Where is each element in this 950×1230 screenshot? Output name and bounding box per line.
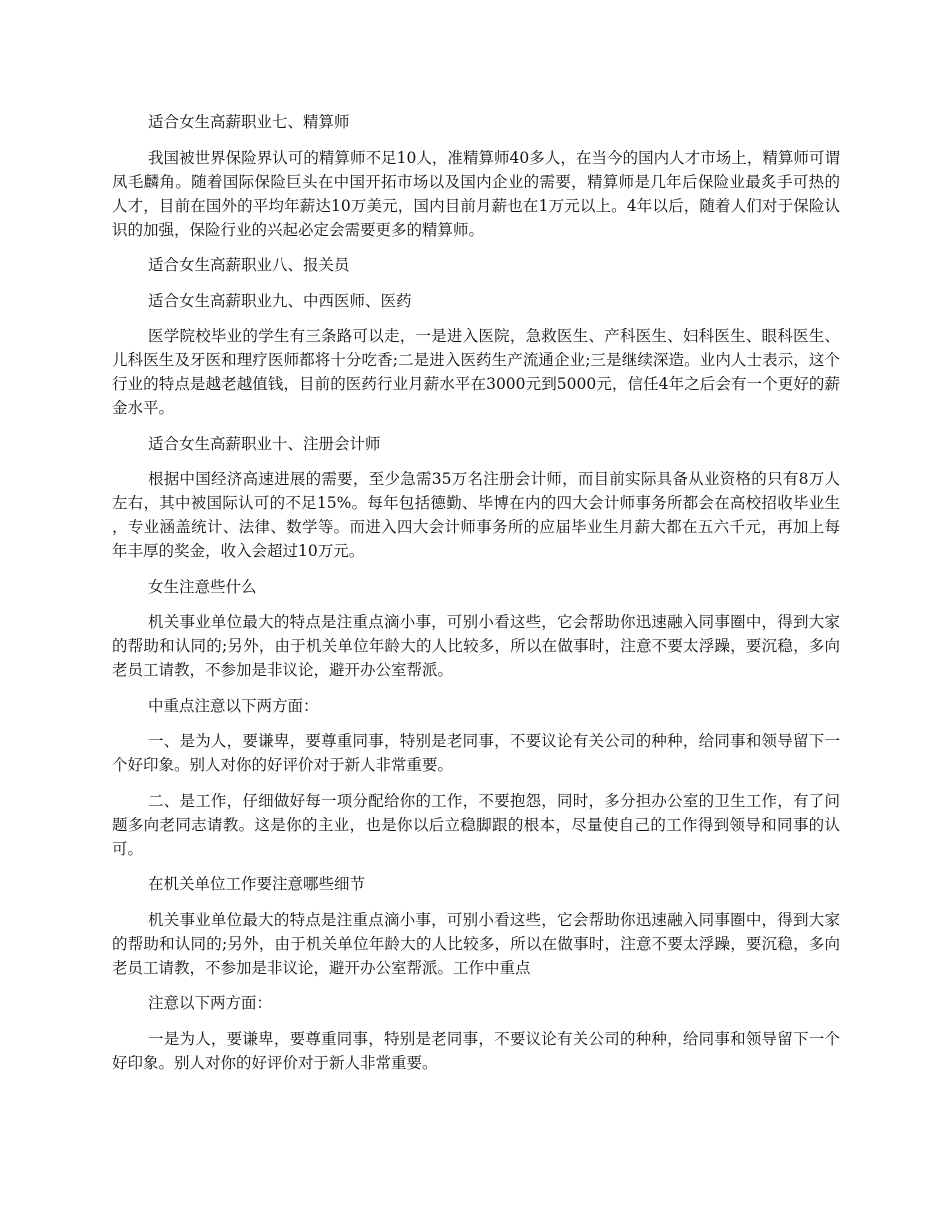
line-two-aspects: 中重点注意以下两方面： bbox=[148, 696, 319, 715]
heading-customs-declarer: 适合女生高薪职业八、报关员 bbox=[148, 256, 350, 274]
paragraph-point-conduct: 一、是为人，要谦卑，要尊重同事，特别是老同事，不要议论有关公司的种种，给同事和领导留下一个好印象。别人对你的好评价对于新人非常重要。 bbox=[112, 732, 840, 774]
heading-institution-details: 在机关单位工作要注意哪些细节 bbox=[148, 875, 366, 893]
paragraph-actuary: 我国被世界保险界认可的精算师不足10人，准精算师40多人，在当今的国内人才市场上，精算师可谓凤毛麟角。随着国际保险巨头在中国开拓市场以及国内企业的需要，精算师是几年后保险业最炙手可热的人才，目前在国外的平均年薪达10万美元，国内目前月薪也在1万元以上。4年以后，随着人们对于保险认识的加强，保险行业的兴起必定会需要更多的精算师。 bbox=[112, 148, 840, 239]
paragraph-institution-traits: 机关事业单位最大的特点是注重点滴小事，可别小看这些，它会帮助你迅速融入同事圈中，得到大家的帮助和认同的;另外，由于机关单位年龄大的人比较多，所以在做事时，注意不要太浮躁，要沉稳，多向老员工请教，不参加是非议论，避开办公室帮派。 bbox=[112, 613, 840, 679]
paragraph-institution-traits-repeat: 机关事业单位最大的特点是注重点滴小事，可别小看这些，它会帮助你迅速融入同事圈中，得到大家的帮助和认同的;另外，由于机关单位年龄大的人比较多，所以在做事时，注意不要太浮躁，要沉稳，多向老员工请教，不参加是非议论，避开办公室帮派。工作中重点 bbox=[112, 910, 840, 977]
heading-cpa: 适合女生高薪职业十、注册会计师 bbox=[148, 434, 381, 453]
heading-physician-pharma: 适合女生高薪职业九、中西医师、医药 bbox=[148, 291, 412, 310]
paragraph-conduct-repeat: 一是为人，要谦卑，要尊重同事，特别是老同事，不要议论有关公司的种种，给同事和领导留下一个好印象。别人对你的好评价对于新人非常重要。 bbox=[112, 1029, 840, 1072]
heading-actuary: 适合女生高薪职业七、精算师 bbox=[148, 113, 350, 131]
paragraph-cpa: 根据中国经济高速进展的需要，至少急需35万名注册会计师，而目前实际具备从业资格的只有8万人左右，其中被国际认可的不足15%。每年包括德勤、毕博在内的四大会计师事务所都会在高校招收毕业生，专业涵盖统计、法律、数学等。而进入四大会计师事务所的应届毕业生月薪大都在五六千元，再加上每年丰厚的奖金，收入会超过10万元。 bbox=[112, 470, 840, 560]
document-body bbox=[112, 110, 840, 1086]
line-two-aspects-repeat: 注意以下两方面： bbox=[148, 994, 273, 1012]
paragraph-physician-pharma: 医学院校毕业的学生有三条路可以走，一是进入医院，急救医生、产科医生、妇科医生、眼科医生、儿科医生及牙医和理疗医师都将十分吃香;二是进入医药生产流通企业;三是继续深造。业内人士表示，这个行业的特点是越老越值钱，目前的医药行业月薪水平在3000元到5000元，信任4年之后会有一个更好的薪金水平。 bbox=[112, 327, 840, 417]
paragraph-point-work: 二、是工作，仔细做好每一项分配给你的工作，不要抱怨，同时，多分担办公室的卫生工作，有了问题多向老同志请教。这是你的主业，也是你以后立稳脚跟的根本，尽量使自己的工作得到领导和同事的认可。 bbox=[112, 791, 840, 858]
heading-notes-for-women: 女生注意些什么 bbox=[148, 577, 257, 596]
